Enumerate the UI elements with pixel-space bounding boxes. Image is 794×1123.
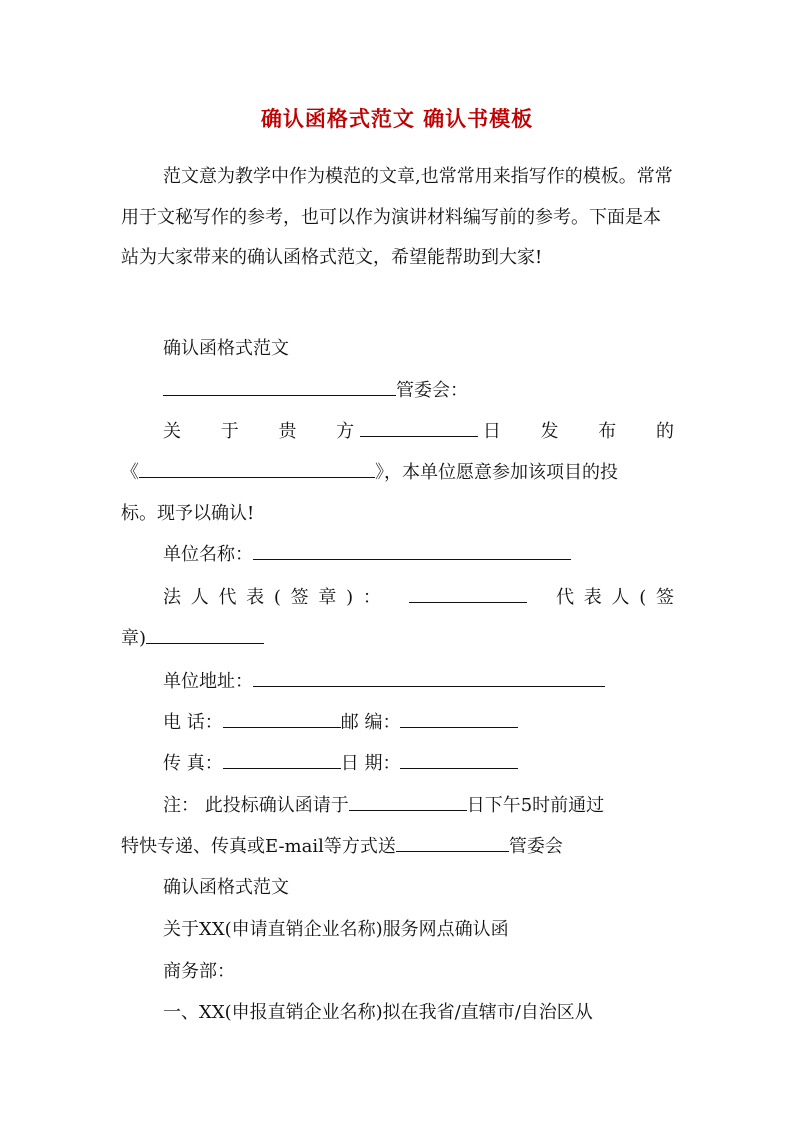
blank-underline: [409, 601, 527, 603]
blank-underline: [253, 685, 605, 687]
fax-label: 传 真：: [163, 753, 223, 774]
note-d: 管委会: [508, 836, 563, 857]
blank-underline: [360, 435, 478, 437]
rep-tail: 章): [121, 628, 147, 649]
blank-underline: [146, 642, 264, 644]
unit-addr-label: 单位地址：: [163, 671, 253, 692]
section2-item1: 一、XX(申报直销企业名称)拟在我省/直辖市/自治区从: [163, 1002, 593, 1023]
fax-line: [163, 749, 518, 775]
rep-tail-line: [121, 624, 264, 650]
note-line-2: [121, 832, 563, 858]
document-title: 确认函格式范文 确认书模板: [260, 106, 534, 131]
blank-underline: [163, 394, 396, 396]
note-line: [163, 791, 604, 817]
legal-rep-line: [163, 583, 674, 609]
note-b: 日下午5时前通过: [466, 795, 605, 816]
addressee-line: [163, 376, 468, 402]
blank-underline: [223, 726, 341, 728]
date-label: 日 期：: [340, 753, 401, 774]
note-a: 注： 此投标确认函请于: [163, 795, 349, 816]
quote-open: 《: [121, 462, 139, 483]
quote-line: [121, 458, 618, 484]
section2-heading: 确认函格式范文: [163, 877, 289, 898]
phone-line: [163, 708, 518, 734]
section2-addressee: 商务部：: [163, 961, 235, 982]
section1-heading: 确认函格式范文: [163, 338, 289, 359]
intro-paragraph: 范文意为教学中作为模范的文章,也常常用来指写作的模板。常常用于文秘写作的参考，也可以作为演讲材料编写前的参考。下面是本站为大家带来的确认函格式范文，希望能帮助到大家!: [121, 166, 673, 268]
about-line: [163, 417, 674, 443]
unit-name-label: 单位名称：: [163, 544, 253, 565]
blank-underline: [400, 726, 518, 728]
section2-subject: 关于XX(申请直销企业名称)服务网点确认函: [163, 919, 509, 940]
postcode-label: 邮 编：: [340, 712, 401, 733]
unit-name-line: [163, 540, 571, 566]
rep-label: 代 表 人 ( 签: [556, 587, 674, 608]
unit-addr-line: [163, 667, 605, 693]
blank-underline: [223, 767, 341, 769]
blank-underline: [349, 809, 467, 811]
blank-underline: [400, 767, 518, 769]
about-text-b: 日 发 布 的: [482, 421, 674, 442]
blank-underline: [396, 850, 509, 852]
legal-rep-label: 法 人 代 表 ( 签 章 ) ：: [163, 587, 381, 608]
about-text-a: 关 于 贵 方: [163, 421, 355, 442]
blank-underline: [253, 558, 571, 560]
quote-close: 》，本单位愿意参加该项目的投: [375, 462, 618, 483]
addressee-suffix: 管委会：: [396, 380, 468, 401]
confirm-tail: 标。现予以确认!: [121, 503, 255, 524]
note-c: 特快专递、传真或E-mail等方式送: [121, 836, 396, 857]
blank-underline: [139, 476, 375, 478]
phone-label: 电 话：: [163, 712, 223, 733]
